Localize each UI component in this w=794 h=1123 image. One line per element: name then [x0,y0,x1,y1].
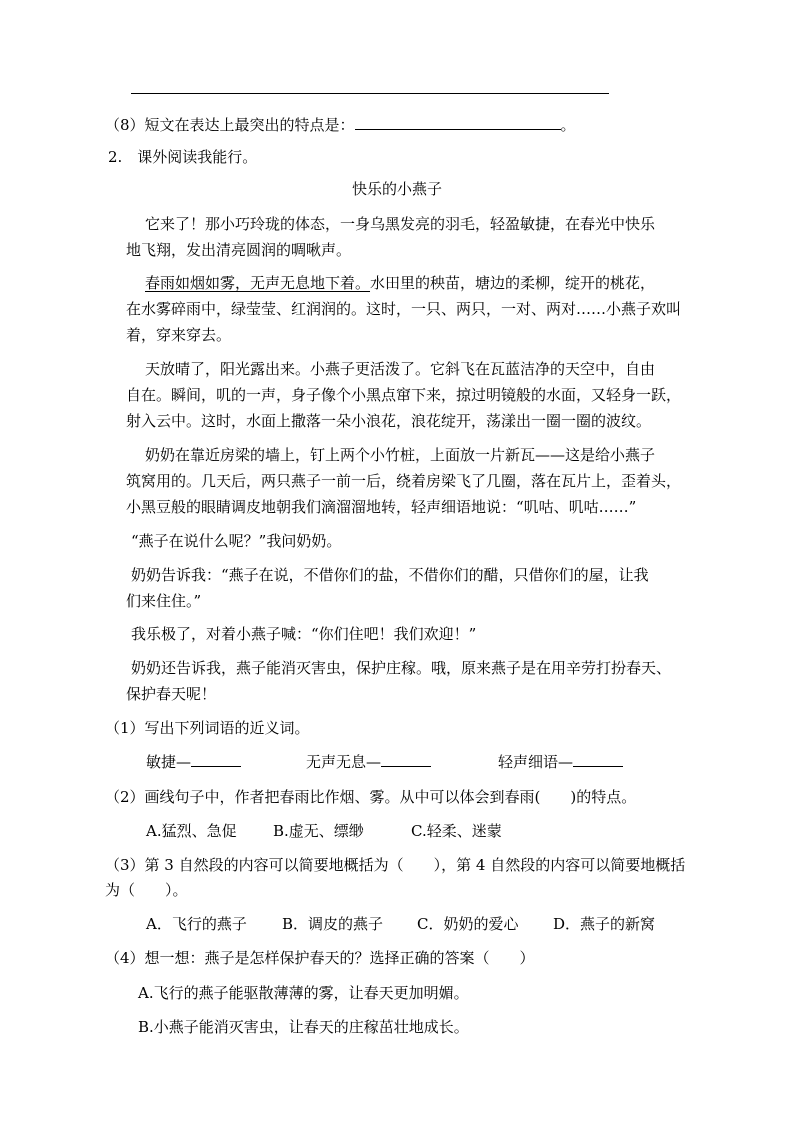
q1-item-2-blank[interactable] [381,752,431,767]
q1-item-2 [306,751,431,772]
underlined-sentence: 春雨如烟如雾，无声无息地下着。 [145,274,371,292]
question-1: （1）写出下列词语的近义词。 [105,719,310,737]
q3-option-d[interactable]: D．燕子的新窝 [553,915,656,933]
q2-option-b[interactable]: B.虚无、缥缈 [273,822,364,840]
q3-option-a[interactable]: A．飞行的燕子 [146,915,247,933]
story-p4-line3: 小黑豆般的眼睛调皮地朝我们滴溜溜地转，轻声细语地说：“叽咕、叽咕……” [126,498,637,516]
story-p2-line1 [145,272,655,293]
q4-option-b[interactable]: B.小燕子能消灭害虫，让春天的庄稼茁壮地成长。 [138,1018,469,1036]
q1-item-1-label: 敏捷— [146,753,192,771]
question-8 [105,114,576,135]
question-8-text: （8）短文在表达上最突出的特点是： [105,116,355,134]
q2-option-c[interactable]: C.轻柔、迷蒙 [411,822,502,840]
story-p4-line1: 奶奶在靠近房梁的墙上，钉上两个小竹桩，上面放一片新瓦——这是给小燕子 [145,446,656,464]
story-p3-line2: 自在。瞬间，叽的一声，身子像个小黑点窜下来，掠过明镜般的水面，又轻身一跃， [126,386,682,404]
q1-item-3-blank[interactable] [573,752,623,767]
story-p6-line1: 奶奶告诉我：“燕子在说，不借你们的盐，不借你们的醋，只借你们的屋，让我 [131,566,649,584]
q3-option-b[interactable]: B．调皮的燕子 [282,915,384,933]
story-title: 快乐的小燕子 [351,180,442,198]
story-p3-line1: 天放晴了，阳光露出来。小燕子更活泼了。它斜飞在瓦蓝洁净的天空中，自由 [145,360,656,378]
story-p4-line2: 筑窝用的。几天后，两只燕子一前一后，绕着房梁飞了几圈，落在瓦片上，歪着头， [126,472,682,490]
answer-line-prev[interactable] [131,93,609,94]
story-p1-line1: 它来了！那小巧玲珑的体态，一身乌黑发亮的羽毛，轻盈敏捷，在春光中快乐 [145,215,656,233]
q3-option-c[interactable]: C．奶奶的爱心 [417,915,519,933]
q1-item-1-blank[interactable] [191,752,241,767]
question-8-blank[interactable] [355,115,561,130]
section-2-heading: 2. 课外阅读我能行。 [108,148,258,166]
q2-option-a[interactable]: A.猛烈、急促 [146,822,237,840]
story-p5: “燕子在说什么呢？”我问奶奶。 [131,532,342,550]
story-p8-line2: 保护春天呢！ [126,685,217,703]
story-p2-line2: 在水雾碎雨中，绿莹莹、红润润的。这时，一只、两只，一对、两对……小燕子欢叫 [126,300,682,318]
q1-item-2-label: 无声无息— [306,753,382,771]
question-4: （4）想一想：燕子是怎样保护春天的？选择正确的答案（ ） [105,949,535,967]
q1-item-1 [146,751,241,772]
story-p8-line1: 奶奶还告诉我，燕子能消灭害虫，保护庄稼。哦，原来燕子是在用辛劳打扮春天、 [131,659,672,677]
question-8-end: 。 [560,116,576,134]
story-p1-line2: 地飞翔，发出清亮圆润的啁啾声。 [126,241,352,259]
question-2: （2）画线句子中，作者把春雨比作烟、雾。从中可以体会到春雨( )的特点。 [105,788,637,806]
q1-item-3-label: 轻声细语— [498,753,574,771]
q1-item-3 [498,751,623,772]
story-p3-line3: 射入云中。这时，水面上撒落一朵小浪花，浪花绽开，荡漾出一圈一圈的波纹。 [126,412,652,430]
story-p2-rest: 水田里的秧苗，塘边的柔柳，绽开的桃花， [370,274,656,292]
question-3-line1: （3）第 3 自然段的内容可以简要地概括为（ ），第 4 自然段的内容可以简要地概括 [105,856,686,874]
q4-option-a[interactable]: A.飞行的燕子能驱散薄薄的雾，让春天更加明媚。 [138,984,469,1002]
question-3-line2: 为（ ）。 [105,881,188,899]
story-p2-line3: 着，穿来穿去。 [126,326,232,344]
story-p6-line2: 们来住住。” [126,592,202,610]
story-p7: 我乐极了，对着小燕子喊：“你们住吧！我们欢迎！” [131,625,477,643]
